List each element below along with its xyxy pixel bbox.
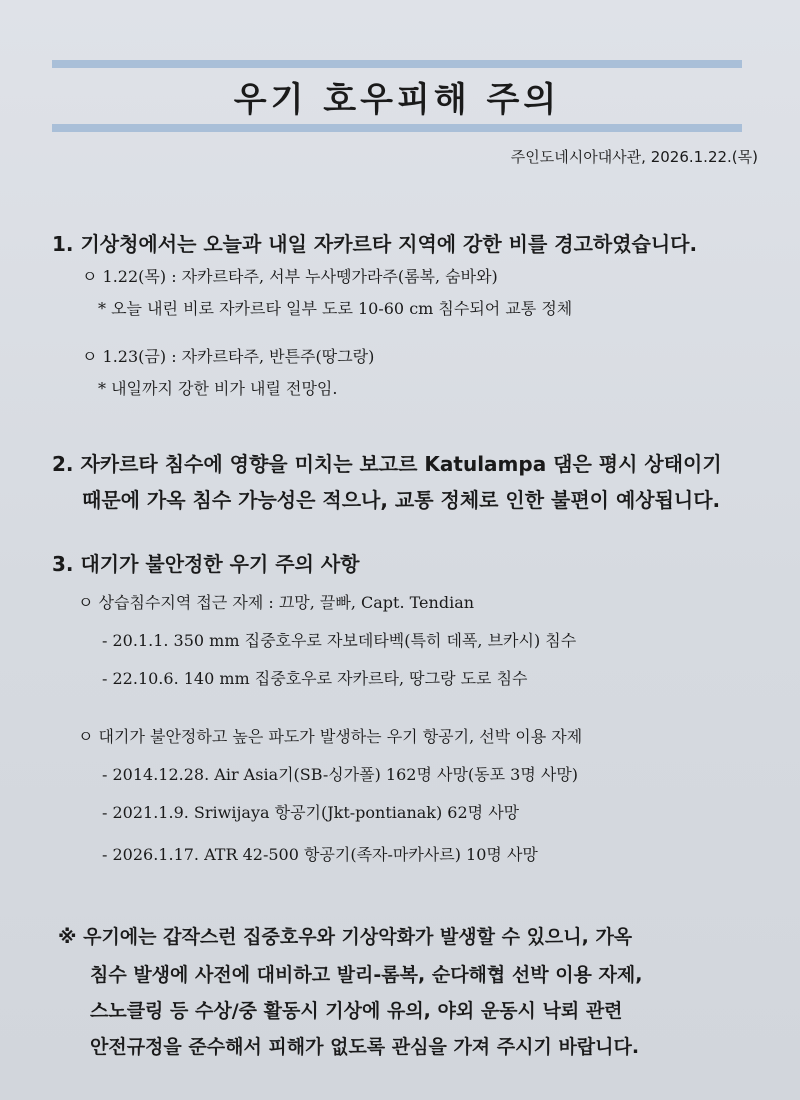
section3-item2: ㅇ 대기가 불안정하고 높은 파도가 발생하는 우기 항공기, 선박 이용 자제 (78, 727, 583, 746)
notice-line4: 안전규정을 준수해서 피해가 없도록 관심을 가져 주시기 바랍니다. (90, 1036, 640, 1058)
section3-item1-a: - 20.1.1. 350 mm 집중호우로 자보데타벡(특히 데폭, 브카시) 침수 (102, 631, 577, 650)
notice-line1: ※ 우기에는 갑작스런 집중호우와 기상악화가 발생할 수 있으니, 가옥 (58, 926, 633, 948)
section1-item1: ㅇ 1.22(목) : 자카르타주, 서부 누사뗑가라주(롬복, 숨바와) (82, 267, 498, 286)
section3-item2-a: - 2014.12.28. Air Asia기(SB-싱가폴) 162명 사망(동포 3명 사망) (102, 765, 579, 784)
section1-item2-note: * 내일까지 강한 비가 내릴 전망임. (98, 379, 338, 398)
title-rule-bottom (52, 124, 742, 132)
notice-line3: 스노클링 등 수상/중 활동시 기상에 유의, 야외 운동시 낙뢰 관련 (90, 1000, 623, 1022)
section3-item1-b: - 22.10.6. 140 mm 집중호우로 자카르타, 땅그랑 도로 침수 (102, 669, 528, 688)
section1-item2: ㅇ 1.23(금) : 자카르타주, 반튼주(땅그랑) (82, 347, 375, 366)
section3-item1: ㅇ 상습침수지역 접근 자제 : 끄망, 끌빠, Capt. Tendian (78, 593, 475, 612)
issuer-date: 주인도네시아대사관, 2026.1.22.(목) (510, 148, 758, 166)
section2-line1: 2. 자카르타 침수에 영향을 미치는 보고르 Katulampa 댐은 평시 상태이기 (52, 452, 722, 476)
section3-item2-b: - 2021.1.9. Sriwijaya 항공기(Jkt-pontianak) 62명 사망 (102, 803, 520, 822)
section2-line2: 때문에 가옥 침수 가능성은 적으나, 교통 정체로 인한 불편이 예상됩니다. (82, 488, 721, 512)
section1-item1-note: * 오늘 내린 비로 자카르타 일부 도로 10-60 cm 침수되어 교통 정체 (98, 299, 573, 318)
section3-heading: 3. 대기가 불안정한 우기 주의 사항 (52, 552, 360, 576)
notice-line2: 침수 발생에 사전에 대비하고 발리-롬복, 순다해협 선박 이용 자제, (90, 964, 643, 986)
section1-heading: 1. 기상청에서는 오늘과 내일 자카르타 지역에 강한 비를 경고하였습니다. (52, 232, 698, 256)
page-title: 우기 호우피해 주의 (233, 80, 561, 120)
section3-item2-c: - 2026.1.17. ATR 42-500 항공기(족자-마카사르) 10명 사망 (102, 845, 538, 864)
title-rule-top (52, 60, 742, 68)
